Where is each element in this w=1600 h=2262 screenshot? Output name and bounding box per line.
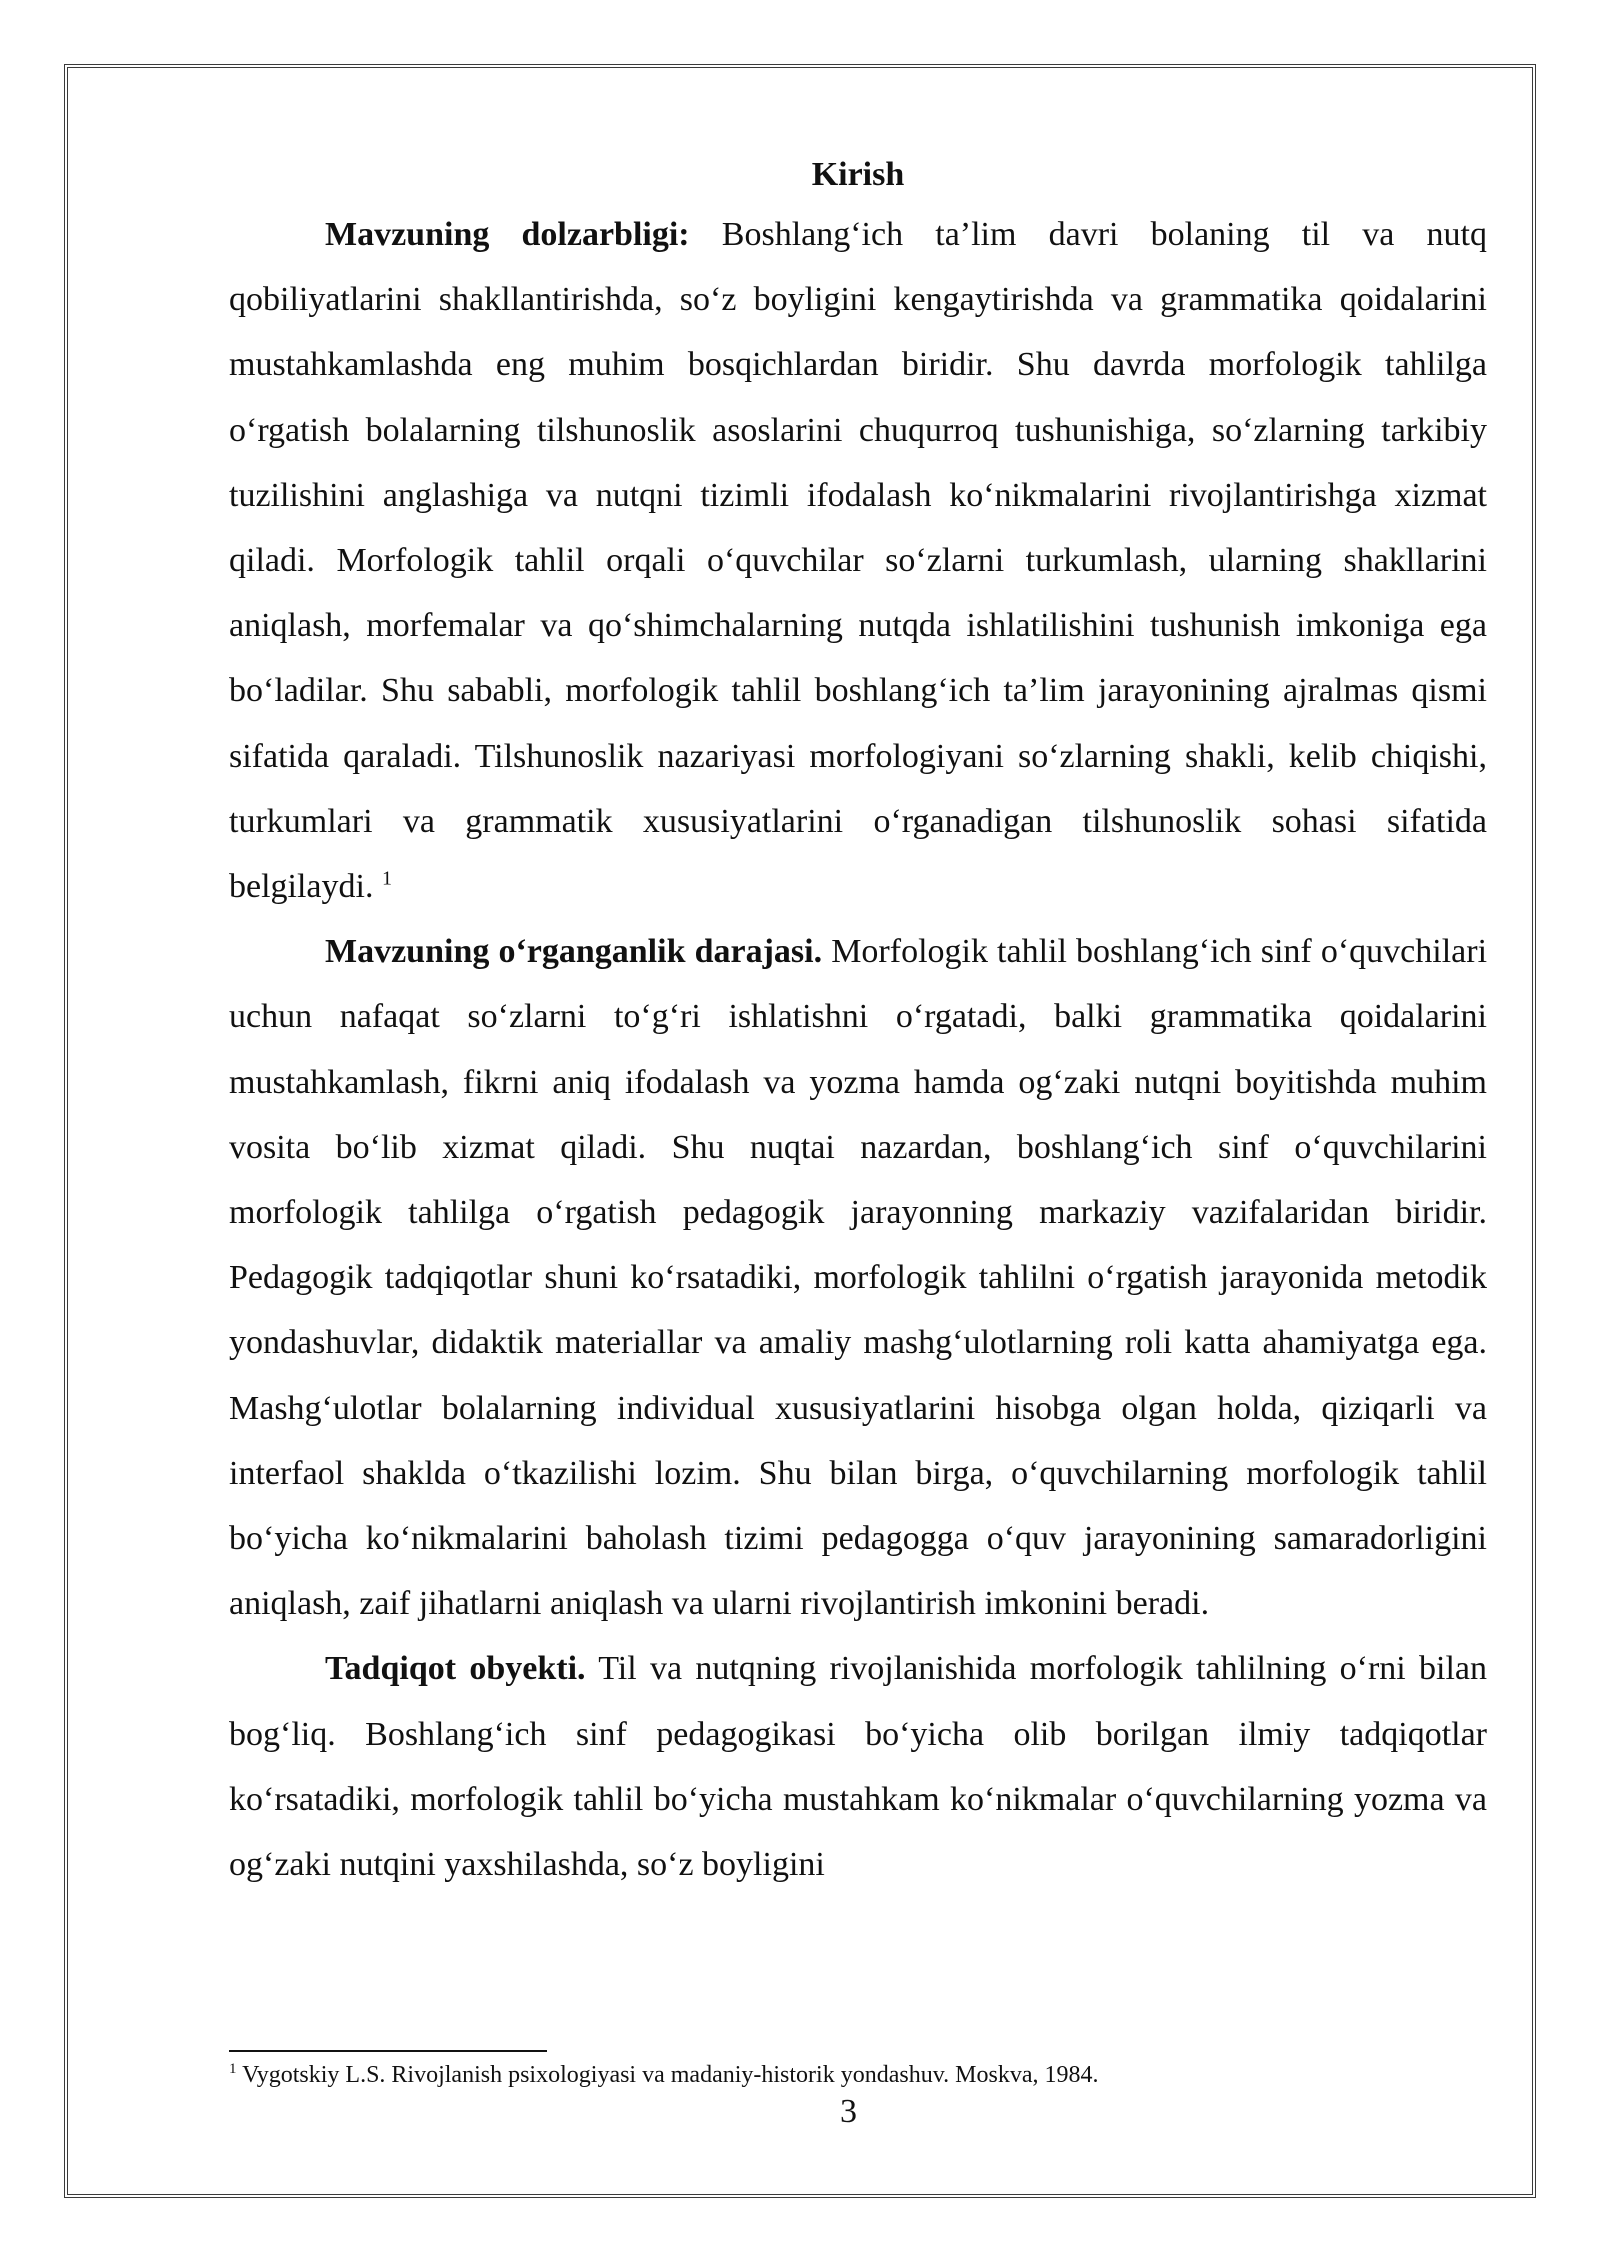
paragraph-relevance: [229, 202, 1487, 919]
paragraph-lead: Tadqiqot obyekti.: [325, 1650, 586, 1688]
section-title: Kirish: [811, 156, 905, 193]
footnote-text: Vygotskiy L.S. Rivojlanish psixologiyasi va madaniy-historik yondashuv. Moskva, 1984.: [236, 2062, 1099, 2088]
paragraph-study-level: [229, 919, 1487, 1636]
paragraph-text: Til va nutqning rivojlanishida morfologik tahlilning o‘rni bilan bog‘liq. Boshlang‘ich sinf pedagogikasi bo‘yicha olib borilgan ilmiy tadqiqotlar ko‘rsatadiki, morfologik tahlil bo‘yicha mustahkam ko‘nikmalar o‘quvchilarning yozma va og‘zaki nutqini yaxshilashda, so‘z boyligini: [229, 1650, 1488, 1884]
paragraph-research-object: [229, 1636, 1487, 1897]
paragraph-lead: Mavzuning o‘rganganlik darajasi.: [325, 933, 823, 971]
paragraph-text: Boshlang‘ich ta’lim davri bolaning til va nutq qobiliyatlarini shakllantirishda, so‘z boyligini kengaytirishda va grammatika qoidalarini mustahkamlashda eng muhim bosqichlardan biridir. Shu davrda morfologik tahlilga o‘rgatish bolalarning tilshunoslik asoslarini chuqurroq tushunishiga, so‘zlarning tarkibiy tuzilishini anglashiga va nutqni tizimli ifodalash ko‘nikmalarini rivojlantirishga xizmat qiladi. Morfologik tahlil orqali o‘quvchilar so‘zlarni turkumlash, ularning shakllarini aniqlash, morfemalar va qo‘shimchalarning nutqda ishlatilishini tushunish imkoniga ega bo‘ladilar. Shu sababli, morfologik tahlil boshlang‘ich ta’lim jarayonining ajralmas qismi sifatida qaraladi. Tilshunoslik nazariyasi morfologiyani so‘zlarning shakli, kelib chiqishi, turkumlari va grammatik xususiyatlarini o‘rganadigan tilshunoslik sohasi sifatida belgilaydi.: [229, 216, 1487, 906]
footnote-reference[interactable]: 1: [381, 867, 392, 890]
paragraph-text: Morfologik tahlil boshlang‘ich sinf o‘quvchilari uchun nafaqat so‘zlarni to‘g‘ri ishlatishni o‘rgatadi, balki grammatika qoidalarini mustahkamlash, fikrni aniq ifodalash va yozma hamda og‘zaki nutqni boyitishda muhim vosita bo‘lib xizmat qiladi. Shu nuqtai nazardan, boshlang‘ich sinf o‘quvchilarini morfologik tahlilga o‘rgatish pedagogik jarayonning markaziy vazifalaridan biridir. Pedagogik tadqiqotlar shuni ko‘rsatadiki, morfologik tahlilni o‘rgatish jarayonida metodik yondashuvlar, didaktik materiallar va amaliy mashg‘ulotlarning roli katta ahamiyatga ega. Mashg‘ulotlar bolalarning individual xususiyatlarini hisobga olgan holda, qiziqarli va interfaol shaklda o‘tkazilishi lozim. Shu bilan birga, o‘quvchilarning morfologik tahlil bo‘yicha ko‘nikmalarini baholash tizimi pedagogga o‘quv jarayonining samaradorligini aniqlash, zaif jihatlarni aniqlash va ularni rivojlantirish imkonini beradi.: [229, 933, 1488, 1623]
footnote-separator: [229, 2050, 547, 2052]
page-number: 3: [840, 2093, 857, 2130]
footnote-number: 1: [229, 2061, 237, 2077]
paragraph-lead: Mavzuning dolzarbligi:: [325, 216, 690, 253]
page-body: [229, 148, 1487, 1897]
footnote: [229, 2058, 1487, 2092]
